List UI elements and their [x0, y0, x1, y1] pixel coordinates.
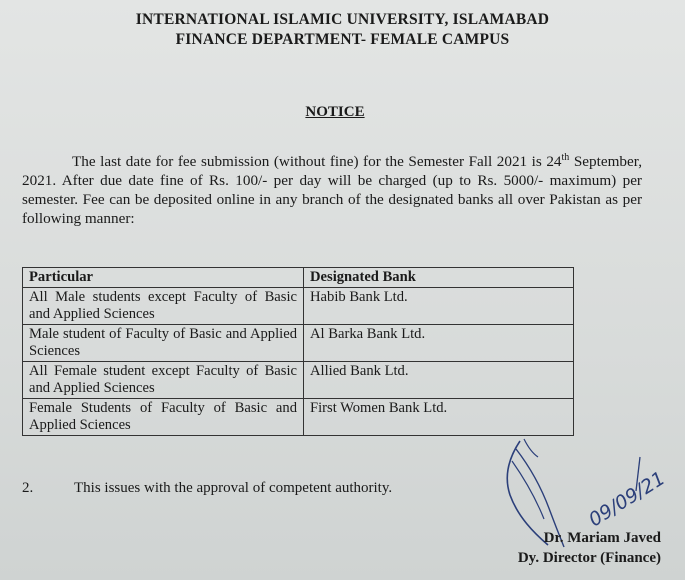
approval-statement	[22, 480, 392, 497]
ordinal-suffix: th	[561, 151, 570, 163]
notice-text-part2: September, 2021. After due date fine of Rs. 100/- per day will be charged (up to Rs. 5000/- maximum) per semester. Fee can be deposited online in any branch of the designated banks all over Pakistan as per following manner:	[22, 153, 642, 227]
signer-block	[518, 528, 661, 568]
table-row	[23, 399, 574, 436]
point-text: This issues with the approval of competent authority.	[74, 480, 393, 496]
department-name: FINANCE DEPARTMENT- FEMALE CAMPUS	[175, 31, 510, 48]
svg-text:09/09/21: 09/09/21	[584, 467, 670, 532]
particular-cell: All Male students except Faculty of Basic and Applied Sciences	[23, 288, 304, 325]
table-row	[23, 362, 574, 399]
notice-paragraph	[22, 152, 642, 228]
letterhead	[0, 10, 685, 50]
column-header-particular: Particular	[23, 268, 304, 288]
column-header-bank: Designated Bank	[304, 268, 574, 288]
table-row	[23, 325, 574, 362]
signature-date	[585, 467, 669, 531]
table-row	[23, 288, 574, 325]
bank-cell: Allied Bank Ltd.	[304, 362, 574, 399]
particular-cell: Female Students of Faculty of Basic and Applied Sciences	[23, 399, 304, 436]
bank-cell: First Women Bank Ltd.	[304, 399, 574, 436]
designated-banks-table	[22, 267, 574, 436]
university-name: INTERNATIONAL ISLAMIC UNIVERSITY, ISLAMABAD	[135, 11, 550, 28]
bank-cell: Al Barka Bank Ltd.	[304, 325, 574, 362]
point-number: 2.	[22, 480, 34, 496]
notice-text-part1: The last date for fee submission (without fine) for the Semester Fall 2021 is 24	[72, 153, 562, 170]
notice-title: NOTICE	[305, 104, 365, 120]
signer-name: Dr. Mariam Javed	[543, 530, 661, 546]
signer-title: Dy. Director (Finance)	[517, 550, 661, 566]
table-header-row	[23, 268, 574, 288]
bank-cell: Habib Bank Ltd.	[304, 288, 574, 325]
particular-cell: All Female student except Faculty of Basic and Applied Sciences	[23, 362, 304, 399]
particular-cell: Male student of Faculty of Basic and Applied Sciences	[23, 325, 304, 362]
